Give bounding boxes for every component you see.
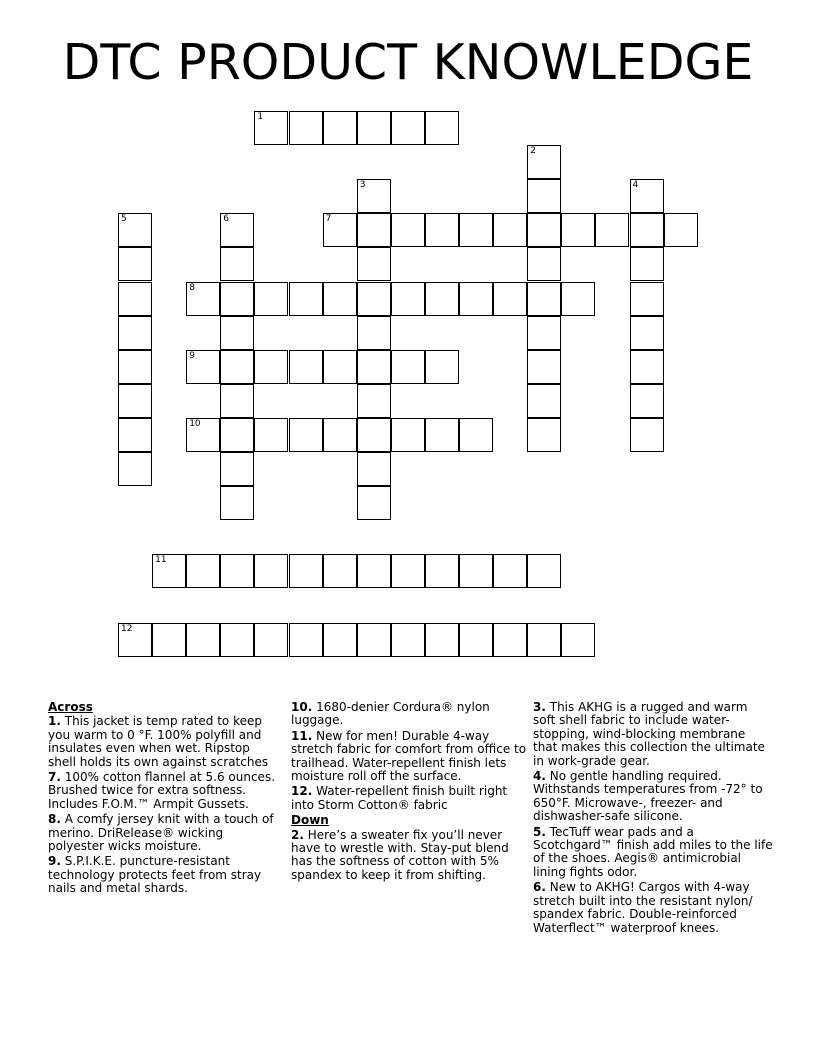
- crossword-cell[interactable]: [357, 418, 391, 452]
- crossword-cell[interactable]: [493, 282, 527, 316]
- crossword-cell[interactable]: [323, 282, 357, 316]
- clue-number: 2.: [291, 827, 304, 842]
- crossword-cell[interactable]: [152, 554, 186, 588]
- clue-number: 10.: [291, 700, 313, 714]
- crossword-cell[interactable]: [493, 554, 527, 588]
- clue-text: A comfy jersey knit with a touch of merino. DriRelease® wicking polyester wicks moisture.: [48, 812, 274, 854]
- clue-down-5: [533, 826, 773, 880]
- clue-text: Water-repellent finish built right into Storm Cotton® fabric: [291, 784, 508, 812]
- clue-number-label: 1: [257, 112, 264, 122]
- crossword-cell[interactable]: [425, 623, 459, 657]
- crossword-cell[interactable]: [527, 316, 561, 350]
- crossword-cell[interactable]: [630, 418, 664, 452]
- crossword-cell[interactable]: [630, 213, 664, 247]
- crossword-cell[interactable]: [357, 247, 391, 281]
- clue-number-label: 5: [121, 214, 127, 225]
- crossword-cell[interactable]: [425, 282, 459, 316]
- crossword-cell[interactable]: [220, 247, 254, 281]
- crossword-cell[interactable]: [220, 213, 254, 247]
- crossword-cell[interactable]: [527, 247, 561, 281]
- crossword-cell[interactable]: [459, 554, 493, 588]
- clue-number: 6.: [533, 880, 546, 895]
- crossword-cell[interactable]: [459, 623, 493, 657]
- clue-text: 1680-denier Cordura® nylon luggage.: [291, 700, 490, 728]
- crossword-cell[interactable]: [425, 213, 459, 247]
- crossword-cell[interactable]: [220, 486, 254, 520]
- crossword-cell[interactable]: [357, 452, 391, 486]
- clue-number-label: 8: [189, 282, 195, 293]
- clue-down-2: [291, 829, 529, 883]
- down-heading: Down: [291, 813, 329, 828]
- crossword-cell[interactable]: [323, 418, 357, 452]
- crossword-cell[interactable]: [391, 213, 425, 247]
- crossword-cell[interactable]: [425, 554, 459, 588]
- crossword-cell[interactable]: [459, 282, 493, 316]
- crossword-cell[interactable]: [357, 316, 391, 350]
- crossword-cell[interactable]: [561, 282, 595, 316]
- clue-number-label: 3: [359, 180, 366, 191]
- clue-number: 9.: [48, 854, 61, 869]
- crossword-cell[interactable]: [254, 282, 288, 316]
- clue-number: 3.: [533, 700, 546, 714]
- clue-text: This jacket is temp rated to keep you warm to 0 °F. 100% polyfill and insulates even when wet. Ripstop shell holds its own against scratches: [48, 714, 269, 769]
- crossword-cell[interactable]: [357, 486, 391, 520]
- crossword-cell[interactable]: [289, 111, 323, 145]
- crossword-cell[interactable]: [254, 623, 288, 657]
- crossword-cell[interactable]: [118, 213, 152, 247]
- clue-across-7: [48, 771, 280, 811]
- clue-down-4: [533, 770, 773, 824]
- crossword-cell[interactable]: [459, 418, 493, 452]
- crossword-cell[interactable]: [186, 282, 220, 316]
- crossword-cell[interactable]: [425, 350, 459, 384]
- crossword-cell[interactable]: [630, 316, 664, 350]
- crossword-cell[interactable]: [323, 554, 357, 588]
- clue-number-label: 2: [530, 146, 536, 157]
- crossword-cell[interactable]: [391, 554, 425, 588]
- crossword-cell[interactable]: [289, 418, 323, 452]
- crossword-cell[interactable]: [323, 111, 357, 145]
- crossword-cell[interactable]: [357, 384, 391, 418]
- clue-across-10: [291, 701, 529, 728]
- crossword-cell[interactable]: [527, 350, 561, 384]
- clues-column-1: [48, 701, 280, 898]
- crossword-cell[interactable]: [595, 213, 629, 247]
- clue-text: S.P.I.K.E. puncture-resistant technology protects feet from stray nails and metal shards.: [48, 854, 262, 896]
- across-heading: Across: [48, 700, 93, 714]
- crossword-cell[interactable]: [323, 350, 357, 384]
- crossword-cell[interactable]: [630, 350, 664, 384]
- clue-across-1: [48, 715, 280, 769]
- clue-number-label: 9: [189, 350, 195, 361]
- crossword-cell[interactable]: [220, 350, 254, 384]
- crossword-cell[interactable]: [664, 213, 698, 247]
- crossword-cell[interactable]: [357, 282, 391, 316]
- clue-across-8: [48, 813, 280, 853]
- crossword-cell[interactable]: [527, 145, 561, 179]
- crossword-cell[interactable]: [391, 111, 425, 145]
- crossword-cell[interactable]: [289, 350, 323, 384]
- crossword-cell[interactable]: [289, 623, 323, 657]
- crossword-cell[interactable]: [357, 111, 391, 145]
- crossword-cell[interactable]: [289, 282, 323, 316]
- crossword-cell[interactable]: [118, 623, 152, 657]
- crossword-cell[interactable]: [254, 554, 288, 588]
- crossword-cell[interactable]: [493, 213, 527, 247]
- crossword-cell[interactable]: [561, 623, 595, 657]
- clue-text: New to AKHG! Cargos with 4-way stretch built into the resistant nylon/ spandex fabric. Double-reinforced Waterflect™ waterproof knees.: [533, 880, 753, 935]
- crossword-cell[interactable]: [186, 350, 220, 384]
- clue-number: 11.: [291, 728, 313, 743]
- crossword-cell[interactable]: [152, 623, 186, 657]
- crossword-cell[interactable]: [118, 316, 152, 350]
- crossword-cell[interactable]: [220, 452, 254, 486]
- clue-text: New for men! Durable 4-way stretch fabric for comfort from office to trailhead. Water-repellent finish lets moisture roll off the surface.: [291, 728, 527, 784]
- crossword-cell[interactable]: [357, 213, 391, 247]
- crossword-cell[interactable]: [527, 213, 561, 247]
- clue-down-3: [533, 701, 773, 768]
- crossword-cell[interactable]: [118, 384, 152, 418]
- crossword-cell[interactable]: [630, 179, 664, 213]
- crossword-cell[interactable]: [630, 282, 664, 316]
- clue-number: 12.: [291, 784, 313, 799]
- clue-number-label: 6: [223, 214, 230, 225]
- crossword-cell[interactable]: [357, 350, 391, 384]
- crossword-cell[interactable]: [425, 418, 459, 452]
- crossword-cell[interactable]: [254, 418, 288, 452]
- clue-number: 7.: [48, 770, 61, 785]
- clue-number-label: 10: [189, 418, 201, 429]
- clue-number: 4.: [533, 769, 546, 784]
- clue-down-6: [533, 881, 773, 935]
- clue-number-label: 7: [325, 214, 332, 225]
- crossword-cell[interactable]: [220, 282, 254, 316]
- crossword-cell[interactable]: [220, 384, 254, 418]
- crossword-cell[interactable]: [289, 554, 323, 588]
- clue-number-label: 12: [121, 623, 133, 634]
- crossword-cell[interactable]: [118, 452, 152, 486]
- clue-across-11: [291, 730, 529, 784]
- clue-number: 1.: [48, 714, 61, 729]
- crossword-cell[interactable]: [118, 418, 152, 452]
- clue-text: This AKHG is a rugged and warm soft shell fabric to include water-stopping, wind-blocking membrane that makes this collection the ultimate in work-grade gear.: [533, 700, 765, 768]
- crossword-cell[interactable]: [186, 554, 220, 588]
- crossword-cell[interactable]: [220, 418, 254, 452]
- crossword-cell[interactable]: [391, 418, 425, 452]
- crossword-cell[interactable]: [391, 282, 425, 316]
- crossword-cell[interactable]: [220, 554, 254, 588]
- crossword-cell[interactable]: [527, 384, 561, 418]
- clue-text: Here’s a sweater fix you’ll never have to wrestle with. Stay-put blend has the softness of cotton with 5% spandex to keep it from shifting.: [291, 827, 509, 882]
- crossword-cell[interactable]: [527, 282, 561, 316]
- clue-text: 100% cotton flannel at 5.6 ounces. Brushed twice for extra softness. Includes F.O.M.™ Armpit Gussets.: [48, 770, 276, 811]
- clue-across-12: [291, 785, 529, 812]
- crossword-cell[interactable]: [357, 623, 391, 657]
- clue-across-9: [48, 855, 280, 895]
- clue-number-label: 4: [632, 180, 639, 191]
- crossword-cell[interactable]: [630, 247, 664, 281]
- crossword-cell[interactable]: [357, 554, 391, 588]
- crossword-cell[interactable]: [118, 247, 152, 281]
- crossword-cell[interactable]: [357, 179, 391, 213]
- crossword-cell[interactable]: [493, 623, 527, 657]
- crossword-cell[interactable]: [118, 282, 152, 316]
- crossword-cell[interactable]: [220, 316, 254, 350]
- crossword-cell[interactable]: [425, 111, 459, 145]
- crossword-cell[interactable]: [186, 418, 220, 452]
- clues-column-2: [291, 701, 529, 884]
- page-title: DTC PRODUCT KNOWLEDGE: [62, 34, 754, 91]
- crossword-cell[interactable]: [630, 384, 664, 418]
- crossword-cell[interactable]: [459, 213, 493, 247]
- crossword-cell[interactable]: [254, 111, 288, 145]
- clue-number: 8.: [48, 812, 61, 827]
- crossword-cell[interactable]: [527, 554, 561, 588]
- crossword-cell[interactable]: [323, 213, 357, 247]
- clue-number: 5.: [533, 824, 546, 839]
- crossword-cell[interactable]: [391, 350, 425, 384]
- crossword-cell[interactable]: [118, 350, 152, 384]
- crossword-cell[interactable]: [220, 623, 254, 657]
- clues-column-3: [533, 701, 773, 937]
- crossword-cell[interactable]: [254, 350, 288, 384]
- crossword-cell[interactable]: [323, 623, 357, 657]
- crossword-cell[interactable]: [186, 623, 220, 657]
- clue-text: No gentle handling required. Withstands temperatures from -72° to 650°F. Microwave-, freezer- and dishwasher-safe silicone.: [533, 769, 763, 824]
- crossword-cell[interactable]: [527, 179, 561, 213]
- clue-number-label: 11: [155, 555, 167, 566]
- crossword-cell[interactable]: [391, 623, 425, 657]
- crossword-cell[interactable]: [561, 213, 595, 247]
- crossword-cell[interactable]: [527, 623, 561, 657]
- clue-text: TecTuff wear pads and a Scotchgard™ finish add miles to the life of the shoes. Aegis® antimicrobial lining fights odor.: [533, 824, 773, 879]
- crossword-cell[interactable]: [527, 418, 561, 452]
